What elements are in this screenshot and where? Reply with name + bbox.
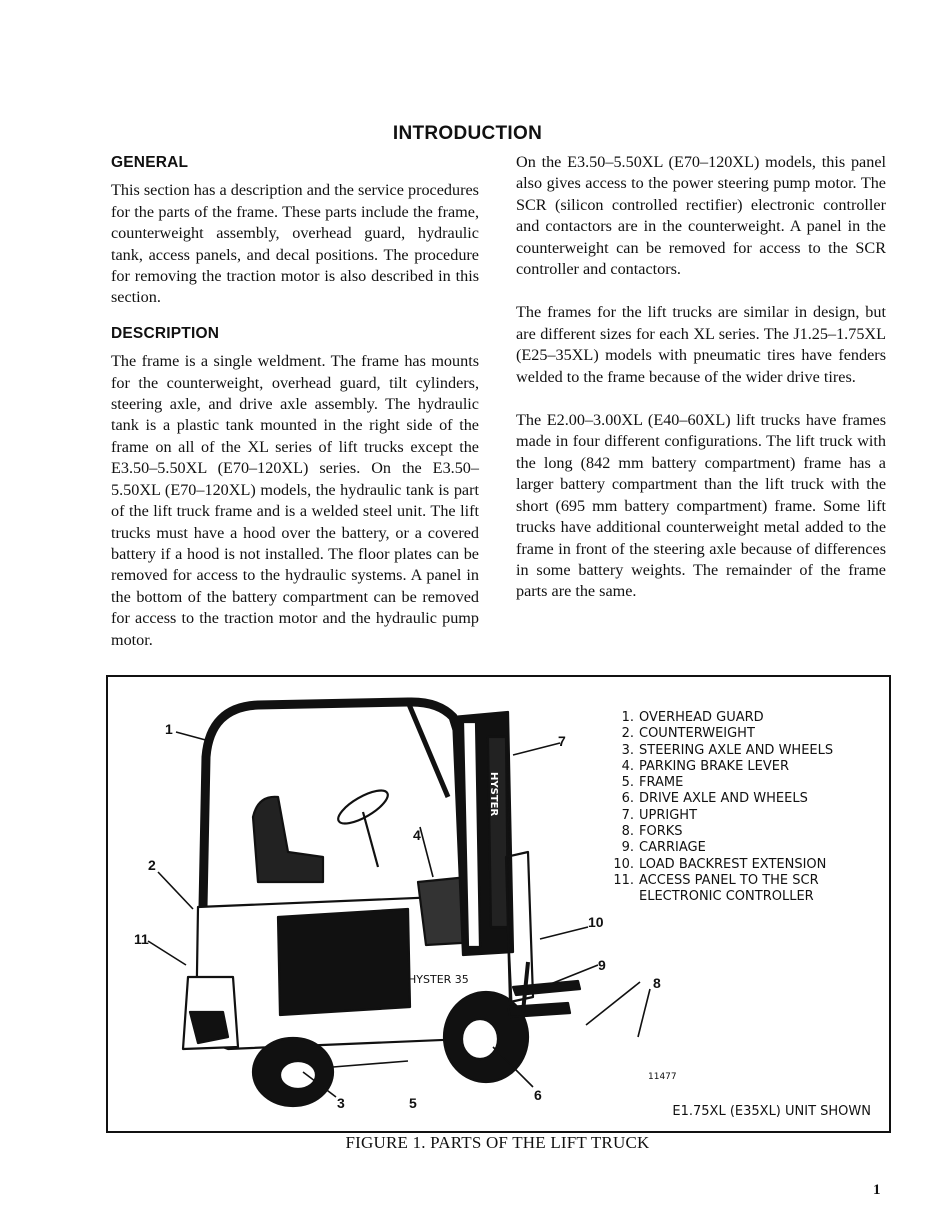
callout-10: 10	[588, 914, 604, 930]
legend-item: 9. CARRIAGE	[621, 840, 706, 856]
unit-shown-label: E1.75XL (E35XL) UNIT SHOWN	[672, 1104, 871, 1119]
legend-item: 6. DRIVE AXLE AND WHEELS	[621, 791, 808, 807]
general-paragraph: This section has a description and the service procedures for the parts of the frame. These parts include the frame, counterweight assembly, overhead guard, hydraulic tank, access panels, and decal positions. The procedure for removing the traction motor is also described in this section.	[111, 181, 479, 307]
general-heading: GENERAL	[111, 154, 189, 171]
legend-item: 3. STEERING AXLE AND WHEELS	[621, 742, 834, 758]
callout-8: 8	[653, 975, 661, 991]
figure-number: 11477	[648, 1072, 677, 1082]
page-title: INTRODUCTION	[392, 123, 543, 144]
legend-item: 1. OVERHEAD GUARD	[621, 710, 764, 725]
callout-7: 7	[558, 733, 566, 749]
description-paragraph: The frame is a single weldment. The frame has mounts for the counterweight, overhead guard, tilt cylinders, steering axle, and drive axle assembly. The hydraulic tank is a plastic tank mounted in the right side of the frame on all of the XL series of lift trucks except the E3.50–5.50XL (E70–120XL) series. On the E3.50–5.50XL (E70–120XL) models, the hydraulic tank is part of the lift truck frame and is a welded steel unit. The lift trucks must have a hood over the battery, or a covered battery if a hood is not installed. The floor plates can be removed for access to the hydraulic systems. A panel in the bottom of the battery compartment can be removed for access to the traction motor and the hydraulic pump motor.	[111, 352, 479, 649]
description-heading: DESCRIPTION	[111, 324, 220, 342]
callout-5: 5	[409, 1095, 417, 1111]
mast-brand-label: HYSTER	[488, 772, 499, 817]
callout-11: 11	[134, 931, 149, 947]
right-column	[516, 152, 886, 615]
legend-item: 11. ACCESS PANEL TO THE SCR ELECTRONIC CONTROLLER	[613, 872, 819, 905]
truck-side-label: HYSTER 35	[408, 973, 469, 986]
callout-6: 6	[534, 1087, 542, 1103]
callout-4: 4	[413, 827, 421, 843]
figure-box	[106, 675, 891, 1133]
legend-item: 2. COUNTERWEIGHT	[621, 726, 755, 742]
callout-3: 3	[337, 1095, 345, 1111]
parts-legend	[606, 710, 833, 906]
legend-item: 4. PARKING BRAKE LEVER	[621, 758, 790, 774]
right-paragraph: The frames for the lift trucks are similar in design, but are different sizes for each XL series. The J1.25–1.75XL (E25–35XL) models with pneumatic tires have fenders welded to the frame because of the wider drive tires.	[516, 303, 886, 386]
callout-2: 2	[148, 857, 156, 873]
legend-item: 7. UPRIGHT	[621, 807, 698, 823]
legend-item: 10. LOAD BACKREST EXTENSION	[613, 856, 827, 872]
callout-9: 9	[598, 957, 606, 973]
left-column	[111, 152, 479, 663]
legend-item: 8. FORKS	[621, 824, 683, 840]
right-paragraph: The E2.00–3.00XL (E40–60XL) lift trucks have frames made in four different configurations. The lift truck with the long (842 mm battery compartment) frame has a larger battery compartment than the lift truck with the short (695 mm battery compartment) frame. Some lift trucks have additional counterweight metal added to the frame in front of the steering axle because of differences in some battery weights. The remainder of the frame parts are the same.	[516, 411, 886, 601]
right-paragraph: On the E3.50–5.50XL (E70–120XL) models, this panel also gives access to the power steering pump motor. The SCR (silicon controlled rectifier) electronic controller and contactors are in the counterweight. A panel in the counterweight can be removed for access to the SCR controller and contactors.	[516, 153, 886, 279]
legend-item: 5. FRAME	[621, 775, 684, 791]
page-number: 1	[873, 1182, 881, 1198]
callout-1: 1	[165, 721, 173, 737]
figure-caption: FIGURE 1. PARTS OF THE LIFT TRUCK	[345, 1133, 650, 1152]
